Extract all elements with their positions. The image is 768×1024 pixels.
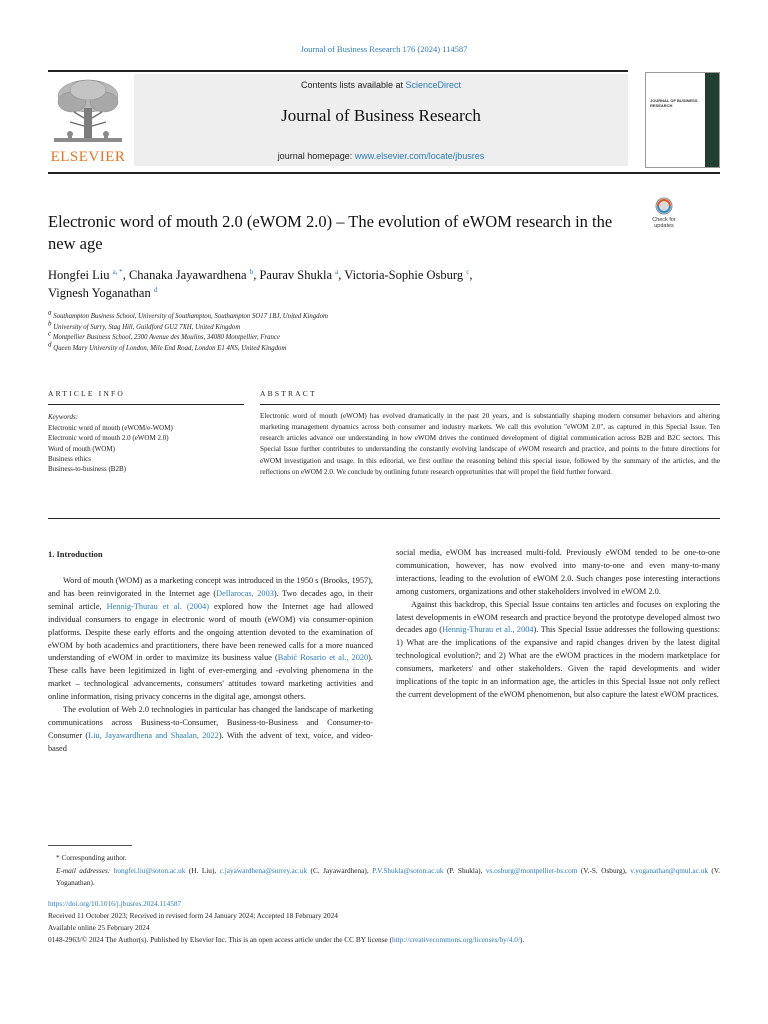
check-for-updates-icon (644, 196, 684, 230)
email-owner: (V. Yoganathan). (56, 865, 721, 888)
citation-link[interactable]: Dellarocas, 2003 (216, 588, 274, 598)
journal-homepage-link[interactable]: www.elsevier.com/locate/jbusres (354, 151, 485, 161)
email-owner: (V.-S. Osburg), (577, 865, 631, 875)
sciencedirect-link[interactable]: ScienceDirect (405, 80, 462, 90)
footnotes (48, 852, 720, 890)
footnote-rule (48, 845, 132, 846)
email-owner: (P. Shukla), (443, 865, 486, 875)
body-text: The evolution of Web 2.0 technologies in particular has changed the landscape of marketing communications across Business-to-Consumer, Business-to-Business and Consumer-to-Consumer ( (48, 705, 373, 740)
body-text: Against this backdrop, this Special Issue contains ten articles and focuses on exploring the latest developments in eWOM research and practice beyond the prototype developed almost two decades ago ( (396, 599, 720, 635)
license-text: 0148-2963/© 2024 The Author(s). Published by Elsevier Inc. This is an open access article under the CC BY license ( (48, 935, 393, 944)
body-text: ). These calls have been legitimized in light of ever-emerging and -evolving phenomena in the market – technological advancements, consumers' attitudes toward marketing activities and online information, rising privacy concerns in the digital age, amongst others. (48, 653, 373, 702)
citation-link[interactable]: Hennig-Thurau et al. (2004) (106, 601, 209, 611)
affiliation (48, 329, 608, 344)
keyword: Electronic word of mouth (eWOM/e-WOM) (48, 424, 173, 432)
affiliation-key: a (48, 308, 52, 317)
cover-title: JOURNAL OF BUSINESS RESEARCH (650, 98, 698, 108)
author-name[interactable]: Chanaka Jayawardhena (128, 268, 247, 282)
email-label: E-mail addresses: (56, 865, 111, 875)
article-info-heading: ARTICLE INFO (48, 389, 125, 398)
author-name[interactable]: Paurav Shukla (259, 268, 333, 282)
author-list (48, 266, 608, 302)
doi-link[interactable]: https://doi.org/10.1016/j.jbusres.2024.114587 (48, 899, 182, 908)
abstract-text: Electronic word of mouth (eWOM) has evolved dramatically in the past 20 years, and is substantially shaping modern consumer behaviors and altering marketing management dynamics across both consumer and industry markets. We call this evolution "eWOM 2.0", as captured in this Special Issue. Ten research articles advance our understanding in how eWOM drives the continued development of digital communication across B2B and B2C sectors. This Special Issue further contributes to understanding the constantly evolving landscape of eWOM research and practice, and points to the future directions for eWOM investigation and usage. In this editorial, we first outline the reasoning behind this special issue, followed by the summary of the articles, and the reflections on eWOM 2.0. We conclude by outlining future research opportunities that will propel the field further forward. (260, 412, 720, 476)
article-info-rule (48, 404, 244, 405)
paper-title: Electronic word of mouth 2.0 (eWOM 2.0) – The evolution of eWOM research in the new age (48, 212, 613, 253)
affiliation-text: Montpellier Business School, 2300 Avenue des Moulins, 34080 Montpellier, France (52, 334, 280, 342)
email-link[interactable]: vs.osburg@montpellier-bs.com (485, 865, 578, 875)
author-name[interactable]: Vignesh Yoganathan (48, 286, 151, 300)
section-heading-introduction: 1. Introduction (48, 549, 103, 559)
email-link[interactable]: v.yoganathan@qmul.ac.uk (630, 865, 708, 875)
journal-cover-thumbnail[interactable] (645, 72, 720, 168)
affiliation-key: b (48, 319, 52, 328)
citation-link[interactable]: Liu, Jayawardhena and Shaalan, 2022 (88, 730, 219, 740)
author-affil-marker[interactable]: d (153, 285, 158, 294)
body-text: ). This Special Issue addresses the following questions: 1) What are the implications of the expansive and rapid changes driven by the latest digital technological evolution?; and 2) What are the eWOM practices in the modern marketplace for consumers, marketers' and other stakeholders. Given the rapid developments and wider implications of the topic in an information age, the articles in this Special Issue not only reflect the current development of the eWOM phenomenon, but also capture the latest eWOM practices. (396, 625, 720, 699)
body-paragraph (396, 599, 720, 702)
email-link[interactable]: P.V.Shukla@soton.ac.uk (372, 865, 444, 875)
author-affil-marker[interactable]: c (466, 267, 470, 276)
abstract-heading: ABSTRACT (260, 389, 317, 398)
affiliation (48, 319, 608, 334)
corresponding-text: Corresponding author. (61, 853, 127, 862)
body-column-right (396, 547, 720, 702)
asterisk-marker: * (56, 853, 62, 862)
check-for-updates-badge[interactable] (644, 196, 684, 230)
author-separator: , (469, 268, 473, 282)
affiliation-text: Queen Mary University of London, Mile End Road, London E1 4NS, United Kingdom (53, 344, 287, 352)
affiliation-key: c (48, 329, 52, 338)
body-text: ). Two decades ago, in their seminal article, (48, 588, 374, 611)
license-link[interactable]: http://creativecommons.org/licenses/by/4.0/ (392, 935, 520, 944)
contents-line (134, 80, 628, 90)
affiliation-text: University of Surry, Stag Hill, Guildford GU2 7XH, United Kingdom (53, 323, 241, 331)
author-separator: , (253, 268, 260, 282)
received-dates: Received 11 October 2023; Received in revised form 24 January 2024; Accepted 18 February 2024 (48, 911, 338, 920)
keyword: Electronic word of mouth 2.0 (eWOM 2.0) (48, 434, 169, 443)
homepage-line (134, 151, 628, 161)
body-paragraph (48, 575, 373, 704)
author-name[interactable]: Victoria-Sophie Osburg (344, 268, 464, 282)
citation-link[interactable]: Hennig-Thurau et al., 2004 (442, 625, 534, 635)
license-line (48, 934, 720, 946)
keyword: Business ethics (48, 454, 91, 463)
badge-line1: Check for (652, 217, 676, 223)
contents-prefix: Contents lists available at (300, 80, 406, 90)
journal-citation[interactable]: Journal of Business Research 176 (2024) 114587 (300, 44, 468, 54)
abstract-rule (260, 404, 720, 405)
email-owner: (H. Liu), (185, 865, 220, 875)
keywords-label: Keywords: (48, 413, 79, 421)
elsevier-wordmark: ELSEVIER (50, 149, 126, 165)
homepage-prefix: journal homepage: (277, 151, 355, 161)
abstract-bottom-rule (48, 518, 720, 519)
cover-color-band (705, 73, 719, 167)
email-owner: (C. Jayawardhena), (307, 865, 373, 875)
author-affil-marker[interactable]: a (335, 267, 339, 276)
email-link[interactable]: c.jayawardhena@surrey.ac.uk (219, 865, 308, 875)
available-online: Available online 25 February 2024 (48, 923, 150, 932)
badge-line2: updates (654, 223, 674, 229)
author-name[interactable]: Hongfei Liu (48, 268, 110, 282)
affiliation (48, 340, 608, 355)
author-affil-marker[interactable]: b (249, 267, 254, 276)
affiliation-list (48, 308, 608, 354)
journal-name: Journal of Business Research (281, 106, 481, 125)
keyword: Word of mouth (WOM) (48, 444, 115, 453)
affiliation-text: Southampton Business School, University of Southampton, Southampton SO17 1BJ, United Kingdom (53, 313, 328, 320)
keyword: Business-to-business (B2B) (48, 465, 126, 474)
email-addresses (48, 865, 720, 890)
keywords-list (48, 423, 248, 474)
affiliation (48, 308, 608, 323)
author-separator: , (122, 268, 129, 282)
body-text: explored how the Internet age had allowed individual consumers to engage in electronic word of mouth (eWOM) via consumer-opinion platforms. Despite these early efforts and the ongoing attention devoted to the examination of eWOM by both academics and practitioners, there have been renewed calls for a more nuanced understanding of eWOM in order to maximize its business value ( (48, 601, 373, 663)
corresponding-author-note (48, 852, 720, 865)
body-paragraph (48, 704, 373, 756)
affiliation-key: d (48, 340, 52, 349)
license-text: ). (520, 935, 525, 944)
body-paragraph: social media, eWOM has increased multi-fold. Previously eWOM tended to be one-to-one communication, however, has now evolved into many-to-one and even many-to-many interactions, leading to the evolution of eWOM 2.0. Such changes pose interesting interactions among customers, organizations and other stakeholders involved in eWOM 2.0. (396, 548, 720, 596)
citation-link[interactable]: Babić Rosario et al., 2020 (277, 653, 369, 663)
header-top-rule (48, 70, 628, 72)
author-affil-marker[interactable]: a, * (112, 267, 123, 276)
email-link[interactable]: hongfei.liu@soton.ac.uk (113, 865, 186, 875)
author-separator: , (338, 268, 345, 282)
publication-meta (48, 898, 720, 946)
body-text: Word of mouth (WOM) as a marketing concept was introduced in the 1950 s (Brooks, 1957), and has been reinvigorated in the Internet age ( (48, 576, 373, 598)
header-bottom-rule (48, 172, 720, 174)
body-text: ). With the advent of text, voice, and video-based (48, 730, 374, 753)
body-column-left (48, 575, 373, 756)
